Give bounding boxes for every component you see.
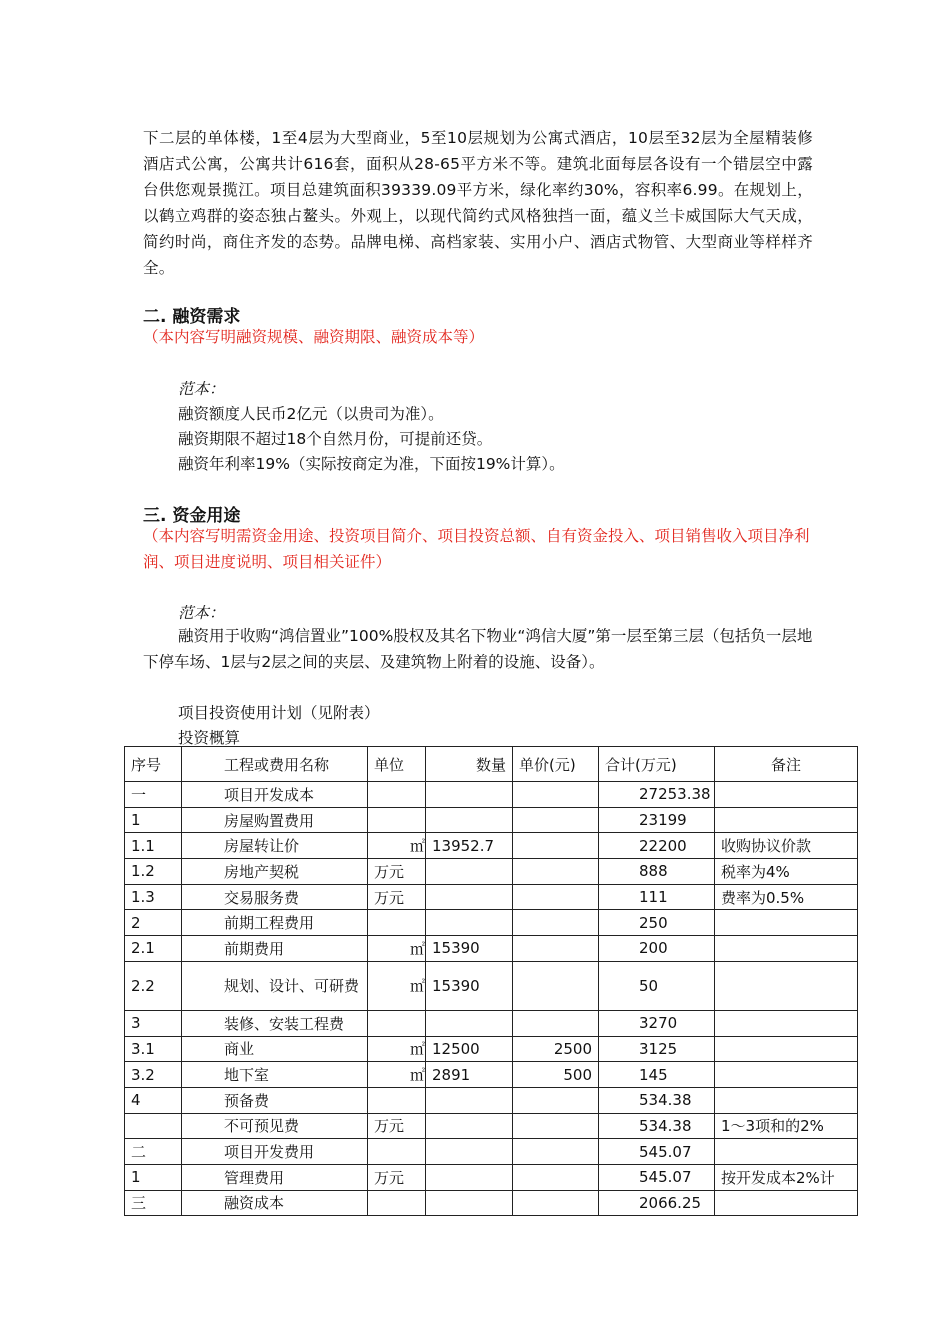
- cell-name: 商业: [182, 1036, 368, 1062]
- cell-unit: ㎡: [368, 1062, 426, 1088]
- cell-note: 费率为0.5%: [715, 884, 858, 910]
- section2-sample-label: 范本：: [178, 380, 225, 398]
- header-cell: 单位: [368, 747, 426, 782]
- section2-line-1: 融资额度人民币2亿元（以贵司为准）。: [178, 405, 444, 423]
- cell-unit-price: [513, 936, 599, 962]
- cell-total: 50: [599, 961, 715, 1010]
- cell-name: 房屋转让价: [182, 833, 368, 859]
- section3-body: 融资用于收购“鸿信置业”100%股权及其名下物业“鸿信大厦”第一层至第三层（包括负一层地下停车场、1层与2层之间的夹层、及建筑物上附着的设施、设备）。: [143, 627, 813, 671]
- cell-index: 2: [125, 910, 182, 936]
- table-body: [125, 782, 858, 1216]
- table-row: [125, 1062, 858, 1088]
- cell-unit-price: [513, 1190, 599, 1216]
- cell-index: 3.1: [125, 1036, 182, 1062]
- cell-quantity: 2891: [426, 1062, 513, 1088]
- cell-unit-price: [513, 1010, 599, 1036]
- cell-unit-price: 2500: [513, 1036, 599, 1062]
- table-row: [125, 1190, 858, 1216]
- table-row: [125, 1087, 858, 1113]
- table-row: [125, 936, 858, 962]
- cell-total: 888: [599, 859, 715, 885]
- cell-index: 1.2: [125, 859, 182, 885]
- cell-unit-price: [513, 1113, 599, 1139]
- cell-index: 2.2: [125, 961, 182, 1010]
- cell-unit: [368, 807, 426, 833]
- cell-unit: [368, 1139, 426, 1165]
- cell-total: 111: [599, 884, 715, 910]
- cell-total: 3125: [599, 1036, 715, 1062]
- cell-note: 收购协议价款: [715, 833, 858, 859]
- table-row: [125, 961, 858, 1010]
- cell-unit-price: [513, 859, 599, 885]
- cell-unit: ㎡: [368, 833, 426, 859]
- investment-table: [124, 746, 858, 1216]
- cell-unit-price: [513, 884, 599, 910]
- cell-unit-price: [513, 807, 599, 833]
- cell-total: 250: [599, 910, 715, 936]
- section2-line-2: 融资期限不超过18个自然月份，可提前还贷。: [178, 430, 493, 448]
- cell-unit: [368, 782, 426, 808]
- table-row: [125, 833, 858, 859]
- cell-index: 1: [125, 807, 182, 833]
- header-cell: 备注: [715, 747, 858, 782]
- cell-quantity: [426, 1113, 513, 1139]
- cell-index: 二: [125, 1139, 182, 1165]
- cell-index: 2.1: [125, 936, 182, 962]
- section3-sample-label: 范本：: [178, 604, 225, 622]
- cell-note: [715, 1087, 858, 1113]
- cell-total: 545.07: [599, 1164, 715, 1190]
- cell-unit-price: [513, 1139, 599, 1165]
- header-cell: 单价(元): [513, 747, 599, 782]
- cell-note: 税率为4%: [715, 859, 858, 885]
- cell-index: 3.2: [125, 1062, 182, 1088]
- section3-heading: 三. 资金用途: [143, 506, 241, 526]
- cell-index: 3: [125, 1010, 182, 1036]
- cell-total: 23199: [599, 807, 715, 833]
- cell-unit: [368, 1087, 426, 1113]
- cell-unit: 万元: [368, 1164, 426, 1190]
- cell-unit: 万元: [368, 859, 426, 885]
- cell-total: 534.38: [599, 1087, 715, 1113]
- cell-name: 融资成本: [182, 1190, 368, 1216]
- cell-name: 项目开发费用: [182, 1139, 368, 1165]
- table-row: [125, 1036, 858, 1062]
- cell-name: 不可预见费: [182, 1113, 368, 1139]
- cell-note: [715, 1036, 858, 1062]
- table-row: [125, 859, 858, 885]
- section2-line-3: 融资年利率19%（实际按商定为准，下面按19%计算）。: [178, 455, 565, 473]
- cell-name: 地下室: [182, 1062, 368, 1088]
- table-row: [125, 884, 858, 910]
- cell-name: 规划、设计、可研费: [182, 961, 368, 1010]
- cell-quantity: [426, 859, 513, 885]
- cell-note: [715, 910, 858, 936]
- cell-quantity: [426, 1010, 513, 1036]
- cell-unit: 万元: [368, 884, 426, 910]
- cell-unit-price: [513, 1087, 599, 1113]
- table-row: [125, 1164, 858, 1190]
- cell-quantity: [426, 884, 513, 910]
- cell-unit: ㎡: [368, 1036, 426, 1062]
- cell-total: 200: [599, 936, 715, 962]
- cell-total: 145: [599, 1062, 715, 1088]
- cell-name: 房地产契税: [182, 859, 368, 885]
- cell-index: 一: [125, 782, 182, 808]
- cell-quantity: [426, 1164, 513, 1190]
- cell-quantity: [426, 1139, 513, 1165]
- cell-note: 1～3项和的2%: [715, 1113, 858, 1139]
- table-caption: 投资概算: [178, 729, 241, 747]
- cell-total: 545.07: [599, 1139, 715, 1165]
- cell-total: 27253.38: [599, 782, 715, 808]
- cell-quantity: 12500: [426, 1036, 513, 1062]
- cell-unit: [368, 1010, 426, 1036]
- cell-index: 4: [125, 1087, 182, 1113]
- table-row: [125, 807, 858, 833]
- cell-quantity: 15390: [426, 961, 513, 1010]
- cell-unit-price: [513, 833, 599, 859]
- cell-name: 管理费用: [182, 1164, 368, 1190]
- cell-index: 三: [125, 1190, 182, 1216]
- cell-unit: ㎡: [368, 936, 426, 962]
- table-row: [125, 910, 858, 936]
- cell-quantity: 15390: [426, 936, 513, 962]
- cell-name: 前期费用: [182, 936, 368, 962]
- cell-unit-price: [513, 1164, 599, 1190]
- cell-note: [715, 1010, 858, 1036]
- cell-note: [715, 782, 858, 808]
- cell-unit: [368, 910, 426, 936]
- cell-name: 交易服务费: [182, 884, 368, 910]
- cell-name: 房屋购置费用: [182, 807, 368, 833]
- header-cell: 工程或费用名称: [182, 747, 368, 782]
- cell-note: 按开发成本2%计: [715, 1164, 858, 1190]
- table-row: [125, 1010, 858, 1036]
- cell-unit-price: [513, 961, 599, 1010]
- cell-quantity: 13952.7: [426, 833, 513, 859]
- cell-index: 1.1: [125, 833, 182, 859]
- cell-name: 预备费: [182, 1087, 368, 1113]
- section2-heading: 二. 融资需求: [143, 307, 241, 327]
- cell-note: [715, 961, 858, 1010]
- cell-note: [715, 1062, 858, 1088]
- cell-quantity: [426, 782, 513, 808]
- cell-index: 1.3: [125, 884, 182, 910]
- cell-unit: [368, 1190, 426, 1216]
- section2-note: （本内容写明融资规模、融资期限、融资成本等）: [143, 328, 485, 346]
- cell-index: 1: [125, 1164, 182, 1190]
- intro-paragraph: 下二层的单体楼，1至4层为大型商业，5至10层规划为公寓式酒店，10层至32层为全屋精装修酒店式公寓，公寓共计616套，面积从28-65平方米不等。建筑北面每层各设有一个错层空中露台供您观景揽江。项目总建筑面积39339.09平方米，绿化率约30%，容积率6.99。在规划上，以鹤立鸡群的姿态独占鳌头。外观上，以现代简约式风格独挡一面，蕴义兰卡威国际大气天成，简约时尚，商住齐发的态势。品牌电梯、高档家装、实用小户、酒店式物管、大型商业等样样齐全。: [143, 129, 813, 277]
- section3-note: （本内容写明需资金用途、投资项目简介、项目投资总额、自有资金投入、项目销售收入项目净利润、项目进度说明、项目相关证件）: [143, 527, 810, 571]
- cell-quantity: [426, 807, 513, 833]
- cell-index: [125, 1113, 182, 1139]
- header-cell: 合计(万元): [599, 747, 715, 782]
- cell-note: [715, 807, 858, 833]
- cell-total: 3270: [599, 1010, 715, 1036]
- cell-total: 2066.25: [599, 1190, 715, 1216]
- cell-name: 项目开发成本: [182, 782, 368, 808]
- cell-unit: ㎡: [368, 961, 426, 1010]
- cell-total: 22200: [599, 833, 715, 859]
- cell-unit-price: 500: [513, 1062, 599, 1088]
- header-cell: 数量: [426, 747, 513, 782]
- cell-total: 534.38: [599, 1113, 715, 1139]
- table-header-row: [125, 747, 858, 782]
- plan-line: 项目投资使用计划（见附表）: [178, 704, 380, 722]
- table-row: [125, 782, 858, 808]
- cell-note: [715, 1139, 858, 1165]
- cell-note: [715, 1190, 858, 1216]
- cell-quantity: [426, 1190, 513, 1216]
- table-row: [125, 1139, 858, 1165]
- cell-unit-price: [513, 910, 599, 936]
- cell-unit-price: [513, 782, 599, 808]
- cell-name: 前期工程费用: [182, 910, 368, 936]
- cell-note: [715, 936, 858, 962]
- cell-name: 装修、安装工程费: [182, 1010, 368, 1036]
- table-row: [125, 1113, 858, 1139]
- cell-quantity: [426, 1087, 513, 1113]
- header-cell: 序号: [125, 747, 182, 782]
- cell-unit: 万元: [368, 1113, 426, 1139]
- cell-quantity: [426, 910, 513, 936]
